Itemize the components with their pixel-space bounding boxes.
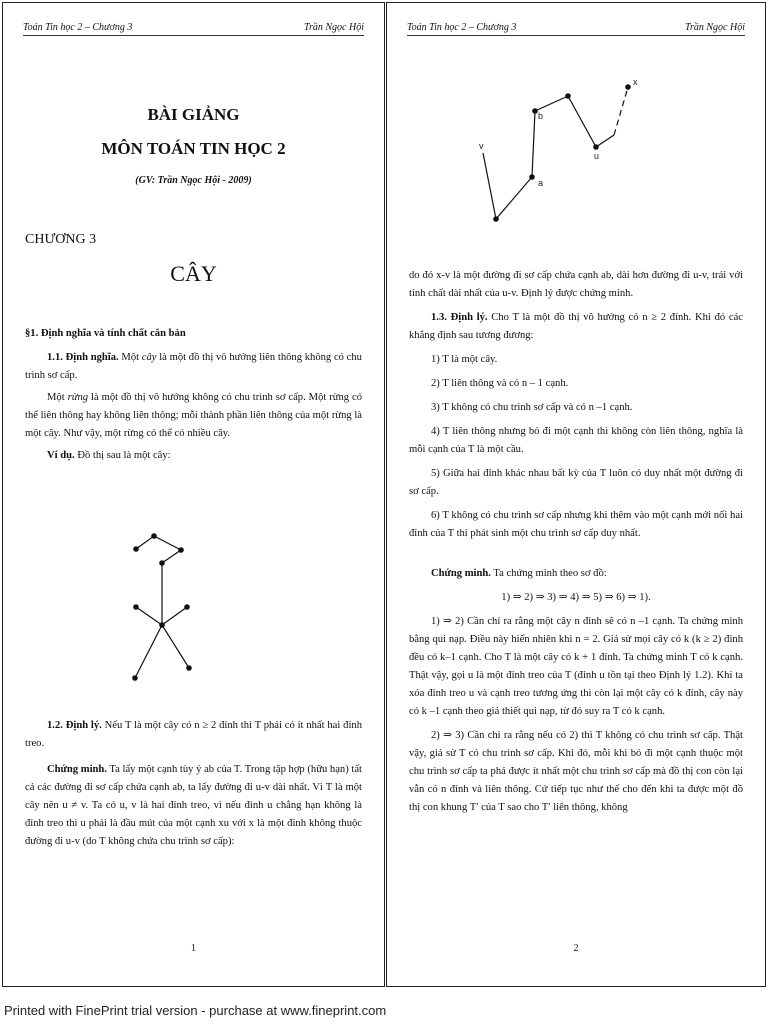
node-label-v: v [479, 141, 484, 151]
theorem-1-2 [25, 717, 362, 753]
chapter-label: CHƯƠNG 3 [25, 232, 97, 247]
page1-body-bottom [25, 717, 362, 851]
list-item: 5) Giữa hai đỉnh khác nhau bất kỳ của T luôn có duy nhất một đường đi sơ cấp. [409, 468, 743, 497]
lecture-title: BÀI GIẢNG [147, 105, 240, 124]
path-diagram [475, 71, 645, 231]
definition-text-a: Một [118, 352, 142, 363]
node-label-a: a [538, 178, 544, 188]
tree-diagram [121, 523, 211, 688]
list-item: 4) T liên thông nhưng bỏ đi một cạnh thì không còn liên thông, nghĩa là mỗi cạnh của T là một cầu. [409, 426, 743, 455]
chapter-title: CÂY [170, 261, 217, 286]
header-course: Toán Tin học 2 – Chương 3 [407, 22, 517, 33]
proof-scheme: 1) ⇒ 2) ⇒ 3) ⇒ 4) ⇒ 5) ⇒ 6) ⇒ 1). [501, 592, 651, 603]
path-vertices [493, 84, 631, 222]
theorem-1-3 [409, 309, 743, 345]
page1-body-top [25, 325, 362, 465]
theorem-label: 1.2. Định lý. [47, 720, 102, 731]
node-label-u: u [594, 151, 600, 161]
author-line: (GV: Trần Ngọc Hội - 2009) [135, 175, 252, 186]
definition-text-b: là một đồ thị vô hướng liên thông không có chu trình sơ cấp. [25, 352, 362, 381]
proof-label: Chứng minh. [47, 764, 107, 775]
path-edges [483, 87, 628, 219]
page-header [407, 17, 745, 36]
section-title: §1. Định nghĩa và tính chất căn bản [25, 328, 186, 339]
example-label: Ví dụ. [47, 450, 75, 461]
proof-paragraph [25, 761, 362, 851]
course-title: MÔN TOÁN TIN HỌC 2 [101, 139, 286, 158]
definition-label: 1.1. Định nghĩa. [47, 352, 119, 363]
node-label-b: b [538, 111, 544, 121]
page-number: 1 [191, 943, 196, 954]
definition-paragraph [25, 349, 362, 385]
page-number: 2 [573, 943, 579, 954]
list-item: 6) T không có chu trình sơ cấp nhưng khi thêm vào một cạnh mới nối hai đỉnh của T thì phát sinh một chu trình sơ cấp duy nhất. [409, 510, 743, 539]
proof-intro-text: Ta chứng minh theo sơ đồ: [490, 568, 607, 579]
node-label-x: x [633, 77, 638, 87]
forest-text-b: là một đồ thị vô hướng không có chu trình sơ cấp. Một rừng có thể liên thông hay không liên thông; mỗi thành phần liên thông của một rừng là một cây. Như vậy, một rừng có thể có nhiều cây. [25, 392, 363, 439]
definition-term: cây [141, 352, 157, 363]
print-footer: Printed with FinePrint trial version - purchase at www.fineprint.com [4, 1003, 387, 1018]
theorem-text: Cho T là một đồ thị vô hướng có n ≥ 2 đỉnh. Khi đó các khẳng định sau tương đương: [409, 312, 743, 341]
proof-intro [409, 565, 743, 583]
page-2 [386, 2, 766, 987]
tree-edges [135, 536, 189, 678]
theorem-text: Nếu T là một cây có n ≥ 2 đỉnh thì T phải có ít nhất hai đỉnh treo. [25, 720, 362, 749]
theorem-label: 1.3. Định lý. [431, 312, 488, 323]
proof-step-1: 1) ⇒ 2) Cần chỉ ra rằng một cây n đỉnh sẽ có n –1 cạnh. Ta chứng minh bằng qui nạp. Điều này hiển nhiên khi n = 2. Giả sử mọi cây có k (k ≥ 2) đỉnh đều có k–1 cạnh. Cho T là một cây có k + 1 đỉnh. Ta chứng minh T có k cạnh. Thật vậy, gọi u là một đỉnh treo của T (đỉnh u tồn tại theo Định lý 1.2). Khi ta xóa đỉnh treo u và cạnh treo tương ứng thì còn lại một cây có k đỉnh, cây này có k –1 cạnh theo giả thiết qui nạp, từ đó suy ra T có k cạnh. [409, 616, 743, 717]
proof-label: Chứng minh. [431, 568, 491, 579]
page-header [23, 17, 364, 36]
forest-text-a: Một [47, 392, 68, 403]
header-course: Toán Tin học 2 – Chương 3 [23, 22, 133, 33]
continuation-paragraph: do đó x-v là một đường đi sơ cấp chứa cạnh ab, dài hơn đường đi u-v, trái với tính chất dài nhất của u-v. Định lý được chứng minh. [409, 270, 743, 299]
header-author: Trần Ngọc Hội [303, 22, 364, 33]
list-item: 1) T là một cây. [431, 354, 498, 365]
forest-paragraph [25, 389, 362, 443]
page-1 [2, 2, 385, 987]
list-item: 3) T không có chu trình sơ cấp và có n –1 cạnh. [431, 402, 633, 413]
list-item: 2) T liên thông và có n – 1 cạnh. [431, 378, 569, 389]
proof-text: Ta lấy một cạnh tùy ý ab của T. Trong tập hợp (hữu hạn) tất cả các đường đi sơ cấp chứa cạnh ab, ta lấy đường đi u-v dài nhất. Vì T là một cây nên u ≠ v. Ta có u, v là hai đỉnh treo, vì nếu đỉnh u chẳng hạn không là đỉnh treo thì u phải là đầu mút của một cạnh xu với x là một đỉnh không thuộc đường đi u-v (do T không chứa chu trình sơ cấp): [25, 764, 362, 847]
example-text: Đồ thị sau là một cây: [74, 450, 171, 461]
proof-step-2: 2) ⇒ 3) Cần chỉ ra rằng nếu có 2) thì T không có chu trình sơ cấp. Thật vậy, giả sử T có chu trình sơ cấp. Khi đó, mỗi khi bỏ đi một cạnh thuộc một chu trình sơ cấp ta phá được ít nhất một chu trình sơ cấp mà đồ thị con còn lại vẫn có n đỉnh và liên thông. Cứ tiếp tục như thế cho đến khi ta được một đồ thị con khung T′ của T sao cho T′ liên thông, không [409, 730, 743, 813]
page2-body [409, 267, 743, 817]
header-author: Trần Ngọc Hội [684, 22, 745, 33]
forest-term: rừng [67, 392, 89, 403]
example-paragraph [25, 447, 362, 465]
